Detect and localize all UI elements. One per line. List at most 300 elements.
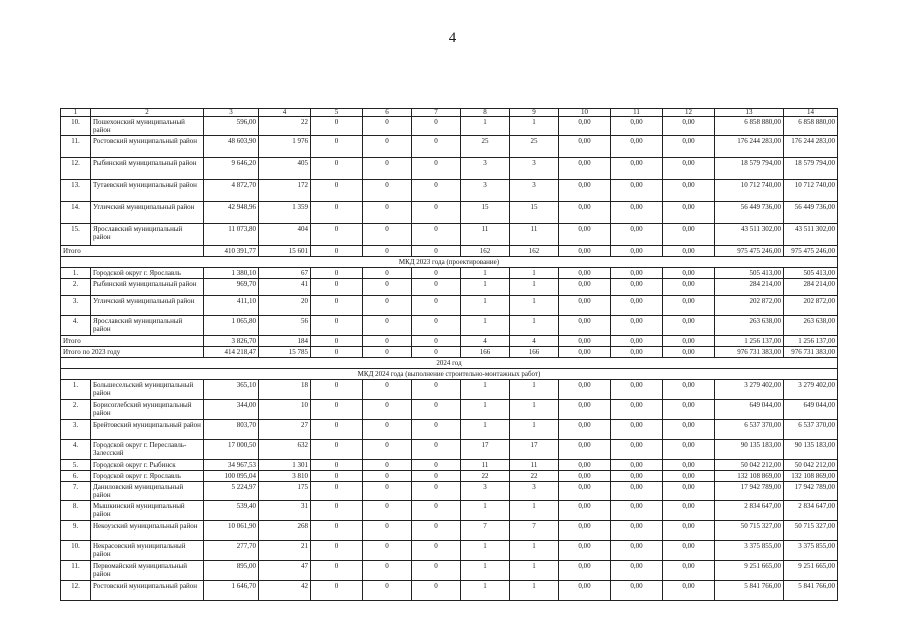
table-cell: 0,00 [611, 440, 663, 460]
table-cell: 21 [259, 541, 311, 561]
table-cell: 1 [461, 501, 510, 521]
table-cell: 365,10 [204, 380, 259, 400]
header-cell: 1 [61, 109, 91, 117]
table-cell: 0,00 [559, 268, 611, 279]
table-cell: 27 [259, 420, 311, 440]
district-name: Брейтовский муниципальный район [91, 420, 204, 440]
table-cell: 0,00 [559, 296, 611, 316]
table-cell: 175 [259, 482, 311, 501]
table-cell: 4. [61, 316, 91, 336]
district-name: Первомайский муниципальный район [91, 561, 204, 581]
table-cell: 3 [510, 180, 559, 202]
table-cell: 0,00 [559, 460, 611, 471]
table-cell: 7 [461, 521, 510, 541]
table-cell: 11. [61, 561, 91, 581]
table-body [61, 109, 838, 601]
district-name: Угличский муниципальный район [91, 296, 204, 316]
header-cell: 7 [412, 109, 461, 117]
table-cell: 0 [311, 202, 363, 224]
table-cell: 0 [311, 420, 363, 440]
district-name: Рыбинский муниципальный район [91, 158, 204, 180]
table-cell: 969,70 [204, 279, 259, 296]
table-cell: 3 375 855,00 [715, 541, 784, 561]
district-name: Даниловский муниципальный район [91, 482, 204, 501]
header-cell: 5 [311, 109, 363, 117]
table-cell: 11 073,80 [204, 224, 259, 246]
district-name: Рыбинский муниципальный район [91, 279, 204, 296]
table-cell: 0 [363, 180, 412, 202]
table-cell: 0 [363, 117, 412, 136]
table-cell: 1 [461, 541, 510, 561]
table-cell: 20 [259, 296, 311, 316]
section-row [61, 257, 838, 268]
table-cell: 0 [412, 400, 461, 420]
total-cell: 410 391,77 [204, 246, 259, 257]
table-cell: 649 044,00 [715, 400, 784, 420]
table-cell: 0 [363, 296, 412, 316]
table-cell: 0,00 [663, 561, 715, 581]
section-row [61, 358, 838, 369]
table-cell: 1 [510, 400, 559, 420]
table-cell: 1 [510, 420, 559, 440]
table-cell: 0,00 [663, 581, 715, 601]
table-cell: 0,00 [611, 316, 663, 336]
table-cell: 15 [461, 202, 510, 224]
table-cell: 0 [363, 420, 412, 440]
total-cell: 15 601 [259, 246, 311, 257]
header-cell: 13 [715, 109, 784, 117]
table-cell: 0,00 [559, 316, 611, 336]
table-cell: 0,00 [663, 136, 715, 158]
total-cell: 0 [311, 246, 363, 257]
table-row [61, 279, 838, 296]
table-cell: 6 537 370,00 [784, 420, 838, 440]
table-cell: 11 [461, 460, 510, 471]
table-cell: 0 [311, 117, 363, 136]
table-cell: 5. [61, 460, 91, 471]
table-cell: 6 858 880,00 [715, 117, 784, 136]
table-cell: 7 [510, 521, 559, 541]
table-cell: 1 301 [259, 460, 311, 471]
table-cell: 11 [510, 224, 559, 246]
table-row [61, 202, 838, 224]
table-cell: 0,00 [611, 279, 663, 296]
table-row [61, 541, 838, 561]
table-cell: 0,00 [611, 224, 663, 246]
district-name: Городской округ г. Ярославль [91, 471, 204, 482]
total-cell: 414 218,47 [204, 347, 259, 358]
table-cell: 3 [510, 158, 559, 180]
table-cell: 0,00 [559, 521, 611, 541]
total-cell: 184 [259, 336, 311, 347]
table-cell: 0 [311, 180, 363, 202]
table-cell: 50 042 212,00 [784, 460, 838, 471]
table-cell: 0 [311, 521, 363, 541]
total-cell: 976 731 383,00 [715, 347, 784, 358]
total-cell: 0 [363, 246, 412, 257]
total-cell: 0,00 [559, 347, 611, 358]
district-name: Некоузский муниципальный район [91, 521, 204, 541]
table-cell: 3 810 [259, 471, 311, 482]
table-row [61, 117, 838, 136]
table-cell: 0,00 [611, 561, 663, 581]
table-cell: 1 646,70 [204, 581, 259, 601]
table-cell: 17 [510, 440, 559, 460]
table-cell: 56 449 736,00 [784, 202, 838, 224]
table-cell: 0,00 [559, 224, 611, 246]
table-cell: 344,00 [204, 400, 259, 420]
total-cell: 0,00 [559, 336, 611, 347]
section-title: МКД 2023 года (проектирование) [61, 257, 838, 268]
table-cell: 10 [259, 400, 311, 420]
table-cell: 505 413,00 [715, 268, 784, 279]
table-cell: 1 [461, 561, 510, 581]
table-cell: 0,00 [663, 180, 715, 202]
table-cell: 0,00 [663, 316, 715, 336]
table-cell: 172 [259, 180, 311, 202]
table-cell: 10 712 740,00 [784, 180, 838, 202]
table-cell: 0,00 [611, 541, 663, 561]
total-cell: 0,00 [611, 246, 663, 257]
district-name: Мышкинский муниципальный район [91, 501, 204, 521]
header-cell: 11 [611, 109, 663, 117]
total-cell: 166 [461, 347, 510, 358]
district-name: Городской округ г. Ярославль [91, 268, 204, 279]
table-cell: 0 [412, 471, 461, 482]
table-cell: 43 511 302,00 [715, 224, 784, 246]
table-cell: 0,00 [611, 136, 663, 158]
table-cell: 0,00 [559, 541, 611, 561]
table-cell: 0,00 [559, 136, 611, 158]
table-row [61, 158, 838, 180]
table-cell: 0,00 [559, 202, 611, 224]
total-row [61, 246, 838, 257]
table-cell: 0 [412, 482, 461, 501]
table-cell: 0 [311, 296, 363, 316]
table-cell: 0,00 [611, 158, 663, 180]
table-cell: 0,00 [611, 581, 663, 601]
total-cell: 4 [510, 336, 559, 347]
table-cell: 1 [510, 380, 559, 400]
table-cell: 0 [412, 541, 461, 561]
table-cell: 3 [461, 158, 510, 180]
table-cell: 9. [61, 521, 91, 541]
table-cell: 1. [61, 268, 91, 279]
table-cell: 1 [461, 296, 510, 316]
table-cell: 0 [412, 561, 461, 581]
header-cell: 9 [510, 109, 559, 117]
table-row [61, 180, 838, 202]
total-cell: 0 [412, 347, 461, 358]
table-cell: 15 [510, 202, 559, 224]
table-cell: 1 065,80 [204, 316, 259, 336]
table-cell: 14. [61, 202, 91, 224]
section-title: 2024 год [61, 358, 838, 369]
table-cell: 56 [259, 316, 311, 336]
district-name: Пошехонский муниципальный район [91, 117, 204, 136]
total-label: Итого по 2023 году [61, 347, 204, 358]
table-cell: 1 [461, 316, 510, 336]
district-name: Ярославский муниципальный район [91, 224, 204, 246]
table-cell: 0 [412, 521, 461, 541]
table-cell: 0 [311, 541, 363, 561]
table-cell: 41 [259, 279, 311, 296]
table-cell: 3 279 402,00 [784, 380, 838, 400]
table-cell: 1 [461, 268, 510, 279]
table-cell: 1 [461, 279, 510, 296]
table-cell: 90 135 183,00 [715, 440, 784, 460]
table-row [61, 460, 838, 471]
table-cell: 132 108 869,00 [784, 471, 838, 482]
table-cell: 0 [412, 460, 461, 471]
district-name: Городской округ г. Рыбинск [91, 460, 204, 471]
table-cell: 10 061,90 [204, 521, 259, 541]
table-cell: 1 [461, 420, 510, 440]
table-cell: 2. [61, 400, 91, 420]
table-cell: 67 [259, 268, 311, 279]
total-cell: 0 [311, 347, 363, 358]
table-cell: 4 872,70 [204, 180, 259, 202]
table-cell: 9 646,20 [204, 158, 259, 180]
table-cell: 3 375 855,00 [784, 541, 838, 561]
table-cell: 0,00 [611, 202, 663, 224]
table-row [61, 581, 838, 601]
table-cell: 0,00 [559, 561, 611, 581]
table-cell: 0 [311, 471, 363, 482]
total-cell: 162 [461, 246, 510, 257]
table-cell: 0 [412, 420, 461, 440]
table-cell: 42 948,96 [204, 202, 259, 224]
table-row [61, 316, 838, 336]
table-cell: 0,00 [559, 180, 611, 202]
total-cell: 162 [510, 246, 559, 257]
district-name: Борисоглебский муниципальный район [91, 400, 204, 420]
district-name: Некрасовский муниципальный район [91, 541, 204, 561]
total-cell: 0 [412, 336, 461, 347]
table-cell: 0,00 [663, 400, 715, 420]
table-cell: 31 [259, 501, 311, 521]
table-cell: 176 244 283,00 [715, 136, 784, 158]
table-cell: 0 [363, 521, 412, 541]
data-table [60, 108, 838, 601]
table-cell: 18 579 794,00 [715, 158, 784, 180]
table-cell: 284 214,00 [715, 279, 784, 296]
table-cell: 0,00 [611, 268, 663, 279]
table-cell: 0 [311, 501, 363, 521]
table-cell: 6. [61, 471, 91, 482]
table-cell: 6 537 370,00 [715, 420, 784, 440]
header-row [61, 109, 838, 117]
table-cell: 2. [61, 279, 91, 296]
table-cell: 176 244 283,00 [784, 136, 838, 158]
district-name: Ростовский муниципальный район [91, 581, 204, 601]
table-cell: 25 [461, 136, 510, 158]
header-cell: 12 [663, 109, 715, 117]
table-cell: 284 214,00 [784, 279, 838, 296]
table-cell: 0,00 [663, 482, 715, 501]
table-cell: 0,00 [611, 420, 663, 440]
table-cell: 11 [510, 460, 559, 471]
table-cell: 263 638,00 [784, 316, 838, 336]
district-name: Ярославский муниципальный район [91, 316, 204, 336]
table-cell: 277,70 [204, 541, 259, 561]
table-cell: 1 [510, 561, 559, 581]
table-cell: 1 [461, 380, 510, 400]
district-name: Городской округ г. Переславль-Залесский [91, 440, 204, 460]
table-cell: 1 [510, 501, 559, 521]
table-cell: 18 [259, 380, 311, 400]
table-cell: 0 [363, 400, 412, 420]
table-cell: 56 449 736,00 [715, 202, 784, 224]
table-cell: 505 413,00 [784, 268, 838, 279]
table-cell: 0 [311, 158, 363, 180]
table-cell: 13. [61, 180, 91, 202]
table-cell: 0,00 [559, 482, 611, 501]
section-row [61, 369, 838, 380]
district-name: Большесельский муниципальный район [91, 380, 204, 400]
total-cell: 0,00 [663, 347, 715, 358]
table-cell: 7. [61, 482, 91, 501]
table-cell: 17 942 789,00 [715, 482, 784, 501]
table-cell: 12. [61, 158, 91, 180]
table-cell: 0 [311, 380, 363, 400]
table-cell: 0,00 [611, 400, 663, 420]
table-cell: 9 251 665,00 [784, 561, 838, 581]
table-cell: 2 834 647,00 [784, 501, 838, 521]
total-label: Итого [61, 336, 204, 347]
table-cell: 0 [311, 561, 363, 581]
table-cell: 90 135 183,00 [784, 440, 838, 460]
table-cell: 5 224,97 [204, 482, 259, 501]
table-cell: 0 [363, 202, 412, 224]
table-cell: 0,00 [663, 460, 715, 471]
table-cell: 1 [510, 117, 559, 136]
table-cell: 22 [510, 471, 559, 482]
district-name: Ростовский муниципальный район [91, 136, 204, 158]
table-cell: 0 [412, 202, 461, 224]
total-cell: 0,00 [559, 246, 611, 257]
table-cell: 0 [363, 316, 412, 336]
total-row [61, 347, 838, 358]
table-cell: 1 [510, 581, 559, 601]
table-cell: 0 [412, 581, 461, 601]
table-cell: 0 [311, 136, 363, 158]
table-row [61, 296, 838, 316]
table-cell: 1. [61, 380, 91, 400]
table-row [61, 521, 838, 541]
table-cell: 0 [412, 180, 461, 202]
table-cell: 0 [412, 268, 461, 279]
table-cell: 0 [363, 380, 412, 400]
table-cell: 0,00 [663, 501, 715, 521]
total-cell: 1 256 137,00 [715, 336, 784, 347]
table-row [61, 224, 838, 246]
table-cell: 3 [461, 482, 510, 501]
table-cell: 268 [259, 521, 311, 541]
table-cell: 4. [61, 440, 91, 460]
table-cell: 1 [461, 581, 510, 601]
table-cell: 18 579 794,00 [784, 158, 838, 180]
table-cell: 17 942 789,00 [784, 482, 838, 501]
table-cell: 12. [61, 581, 91, 601]
table-cell: 0,00 [663, 521, 715, 541]
total-cell: 3 826,70 [204, 336, 259, 347]
table-cell: 0 [363, 581, 412, 601]
table-cell: 0,00 [611, 296, 663, 316]
table-cell: 0,00 [611, 380, 663, 400]
table-cell: 0,00 [559, 117, 611, 136]
table-cell: 0,00 [663, 440, 715, 460]
table-cell: 0 [311, 581, 363, 601]
table-cell: 0 [412, 224, 461, 246]
table-cell: 0,00 [663, 224, 715, 246]
table-cell: 0,00 [663, 296, 715, 316]
district-name: Угличский муниципальный район [91, 202, 204, 224]
total-cell: 166 [510, 347, 559, 358]
header-cell: 14 [784, 109, 838, 117]
table-cell: 17 [461, 440, 510, 460]
table-cell: 0 [363, 224, 412, 246]
district-name: Тутаевский муниципальный район [91, 180, 204, 202]
table-cell: 10 712 740,00 [715, 180, 784, 202]
table-cell: 632 [259, 440, 311, 460]
table-row [61, 400, 838, 420]
table-cell: 0,00 [611, 482, 663, 501]
table-cell: 895,00 [204, 561, 259, 581]
table-cell: 405 [259, 158, 311, 180]
total-row [61, 336, 838, 347]
total-cell: 976 731 383,00 [784, 347, 838, 358]
table-cell: 0 [412, 158, 461, 180]
table-cell: 0 [363, 541, 412, 561]
table-cell: 0 [412, 136, 461, 158]
table-cell: 1 [510, 296, 559, 316]
table-cell: 0,00 [611, 460, 663, 471]
table-cell: 0 [363, 136, 412, 158]
table-cell: 8. [61, 501, 91, 521]
total-cell: 0,00 [611, 336, 663, 347]
table-cell: 0,00 [559, 420, 611, 440]
table-cell: 6 858 880,00 [784, 117, 838, 136]
table-cell: 596,00 [204, 117, 259, 136]
table-cell: 17 000,50 [204, 440, 259, 460]
table-cell: 3. [61, 296, 91, 316]
table-cell: 3 [461, 180, 510, 202]
table-row [61, 482, 838, 501]
table-cell: 0,00 [559, 279, 611, 296]
table-cell: 0,00 [663, 158, 715, 180]
table-cell: 22 [259, 117, 311, 136]
table-cell: 0 [363, 471, 412, 482]
table-cell: 0,00 [663, 541, 715, 561]
total-cell: 0 [363, 347, 412, 358]
table-cell: 25 [510, 136, 559, 158]
table-cell: 0,00 [611, 521, 663, 541]
table-cell: 11. [61, 136, 91, 158]
table-cell: 0 [311, 440, 363, 460]
table-cell: 0,00 [663, 380, 715, 400]
table-cell: 0 [311, 268, 363, 279]
table-cell: 132 108 869,00 [715, 471, 784, 482]
table-cell: 0 [412, 117, 461, 136]
table-cell: 5 841 766,00 [715, 581, 784, 601]
table-cell: 0,00 [663, 279, 715, 296]
table-cell: 202 872,00 [715, 296, 784, 316]
table-cell: 1 976 [259, 136, 311, 158]
table-cell: 42 [259, 581, 311, 601]
table-cell: 0 [363, 482, 412, 501]
table-cell: 0,00 [559, 471, 611, 482]
